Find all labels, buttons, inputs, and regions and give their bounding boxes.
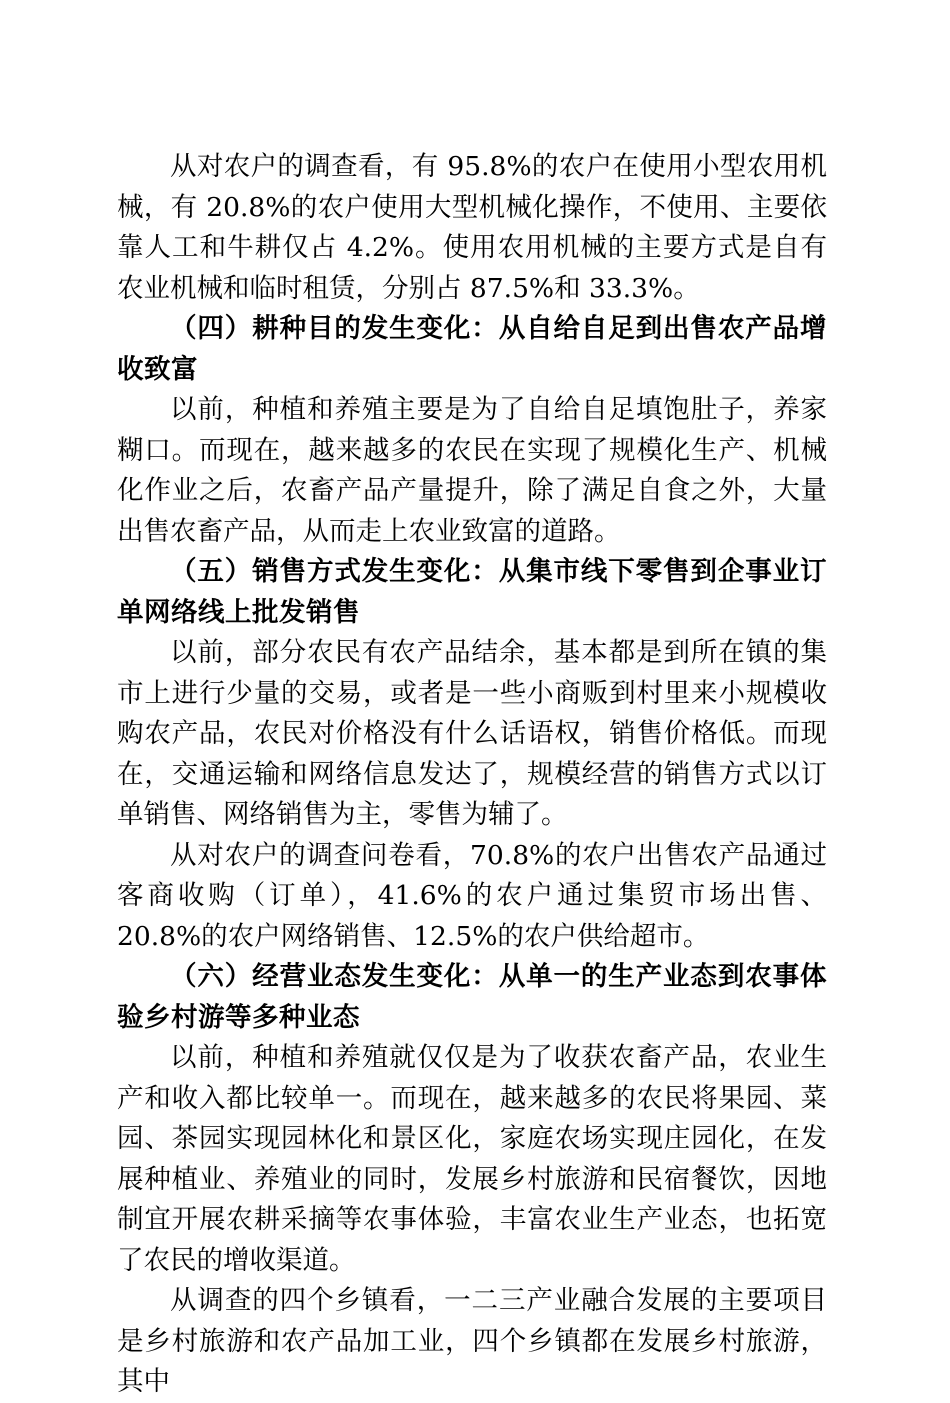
paragraph-farming-purpose: 以前，种植和养殖主要是为了自给自足填饱肚子，养家糊口。而现在，越来越多的农民在实现了规模化生产、机械化作业之后，农畜产品产量提升，除了满足自食之外，大量出售农畜产品，从而走上农业致富的道路。 [117,394,827,547]
paragraph-township-survey: 从调查的四个乡镇看，一二三产业融合发展的主要项目是乡村旅游和农产品加工业，四个乡镇都在发展乡村旅游，其中 [117,1285,827,1397]
paragraph-business-formats: 以前，种植和养殖就仅仅是为了收获农畜产品，农业生产和收入都比较单一。而现在，越来越多的农民将果园、菜园、茶园实现园林化和景区化，家庭农场实现庄园化，在发展种植业、养殖业的同时，发展乡村旅游和民宿餐饮，因地制宜开展农耕采摘等农事体验，丰富农业生产业态，也拓宽了农民的增收渠道。 [117,1042,827,1276]
section-heading-5: （五）销售方式发生变化：从集市线下零售到企事业订单网络线上批发销售 [117,556,827,628]
document-page [117,147,827,1403]
section-heading-6: （六）经营业态发生变化：从单一的生产业态到农事体验乡村游等多种业态 [117,961,827,1033]
paragraph-machinery-survey: 从对农户的调查看，有 95.8%的农户在使用小型农用机械，有 20.8%的农户使用大型机械化操作，不使用、主要依靠人工和牛耕仅占 4.2%。使用农用机械的主要方式是自有农业机械和临时租赁，分别占 87.5%和 33.3%。 [117,151,827,304]
section-heading-4: （四）耕种目的发生变化：从自给自足到出售农产品增收致富 [117,313,827,385]
paragraph-sales-survey: 从对农户的调查问卷看，70.8%的农户出售农产品通过客商收购（订单），41.6%的农户通过集贸市场出售、20.8%的农户网络销售、12.5%的农户供给超市。 [117,839,827,952]
paragraph-sales-method: 以前，部分农民有农产品结余，基本都是到所在镇的集市上进行少量的交易，或者是一些小商贩到村里来小规模收购农产品，农民对价格没有什么话语权，销售价格低。而现在，交通运输和网络信息发达了，规模经营的销售方式以订单销售、网络销售为主，零售为辅了。 [117,637,827,830]
